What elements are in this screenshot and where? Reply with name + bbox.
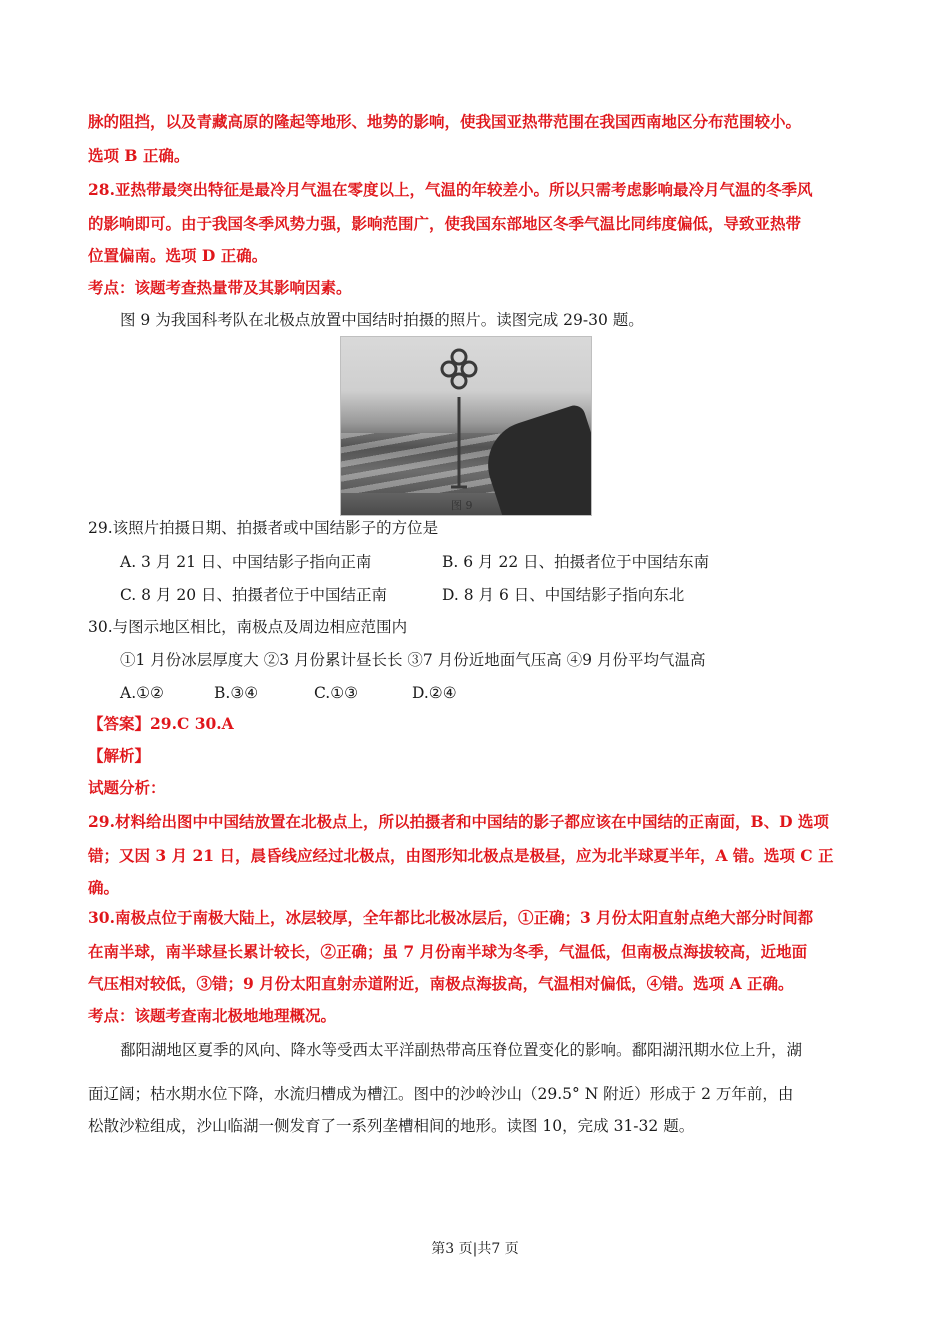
page-footer: 第3 页|共7 页 [431,1241,519,1257]
analysis-label: 【解析】 [88,746,151,765]
explanation-line: 28.亚热带最突出特征是最冷月气温在零度以上，气温的年较差小。所以只需考虑影响最冷月气温的冬季风 [88,180,813,199]
q30-option-a: A.①② [120,684,164,702]
explanation-line: 在南半球，南半球昼长累计较长，②正确；虽 7 月份南半球为冬季，气温低，但南极点海拔较高，近地面 [88,942,808,961]
q29-option-c: C. 8 月 20 日、拍摄者位于中国结正南 [120,586,388,604]
explanation-line: 30.南极点位于南极大陆上，冰层较厚，全年都比北极冰层后，①正确；3 月份太阳直射点绝大部分时间都 [88,908,814,927]
explanation-line: 29.材料给出图中中国结放置在北极点上，所以拍摄者和中国结的影子都应该在中国结的正南面，B、D 选项 [88,812,829,831]
explanation-line: 位置偏南。选项 D 正确。 [88,246,268,265]
q30-stem: 30.与图示地区相比，南极点及周边相应范围内 [88,618,408,636]
q30-option-b: B.③④ [214,684,259,702]
answer-label: 【答案】29.C 30.A [88,714,234,733]
passage-line: 鄱阳湖地区夏季的风向、降水等受西太平洋副热带高压脊位置变化的影响。鄱阳湖汛期水位上升，湖 [120,1041,803,1059]
explanation-line: 确。 [88,878,120,897]
q29-option-a: A. 3 月 21 日、中国结影子指向正南 [120,553,372,571]
explanation-line: 脉的阻挡，以及青藏高原的隆起等地形、地势的影响，使我国亚热带范围在我国西南地区分布范围较小。 [88,112,802,131]
explanation-line: 错；又因 3 月 21 日，晨昏线应经过北极点，由图形知北极点是极昼，应为北半球夏半年，A 错。选项 C 正 [88,846,834,865]
figure-9-photo [340,336,592,516]
passage-line: 松散沙粒组成，沙山临湖一侧发育了一系列垄槽相间的地形。读图 10，完成 31-32 题。 [88,1117,695,1135]
photo-caption: 图 9 [451,499,473,512]
q30-option-d: D.②④ [412,684,457,702]
explanation-line: 的影响即可。由于我国冬季风势力强，影响范围广，使我国东部地区冬季气温比同纬度偏低，导致亚热带 [88,214,802,233]
kaodian-line: 考点：该题考查热量带及其影响因素。 [88,278,352,297]
explanation-line: 选项 B 正确。 [88,146,190,165]
kaodian-line: 考点：该题考查南北极地地理概况。 [88,1006,337,1025]
explanation-line: 气压相对较低，③错；9 月份太阳直射赤道附近，南极点海拔高，气温相对偏低，④错。选项 A 正确。 [88,974,794,993]
q29-stem: 29.该照片拍摄日期、拍摄者或中国结影子的方位是 [88,519,439,537]
chinese-knot-icon [341,337,591,515]
q30-items: ①1 月份冰层厚度大 ②3 月份累计昼长长 ③7 月份近地面气压高 ④9 月份平均气温高 [120,651,706,669]
q30-option-c: C.①③ [314,684,359,702]
question-intro: 图 9 为我国科考队在北极点放置中国结时拍摄的照片。读图完成 29-30 题。 [120,311,644,329]
q29-option-b: B. 6 月 22 日、拍摄者位于中国结东南 [442,553,710,571]
q29-option-d: D. 8 月 6 日、中国结影子指向东北 [442,586,685,604]
analysis-intro: 试题分析： [88,778,166,797]
passage-line: 面辽阔；枯水期水位下降，水流归槽成为槽江。图中的沙岭沙山（29.5° N 附近）形成于 2 万年前，由 [88,1085,794,1103]
